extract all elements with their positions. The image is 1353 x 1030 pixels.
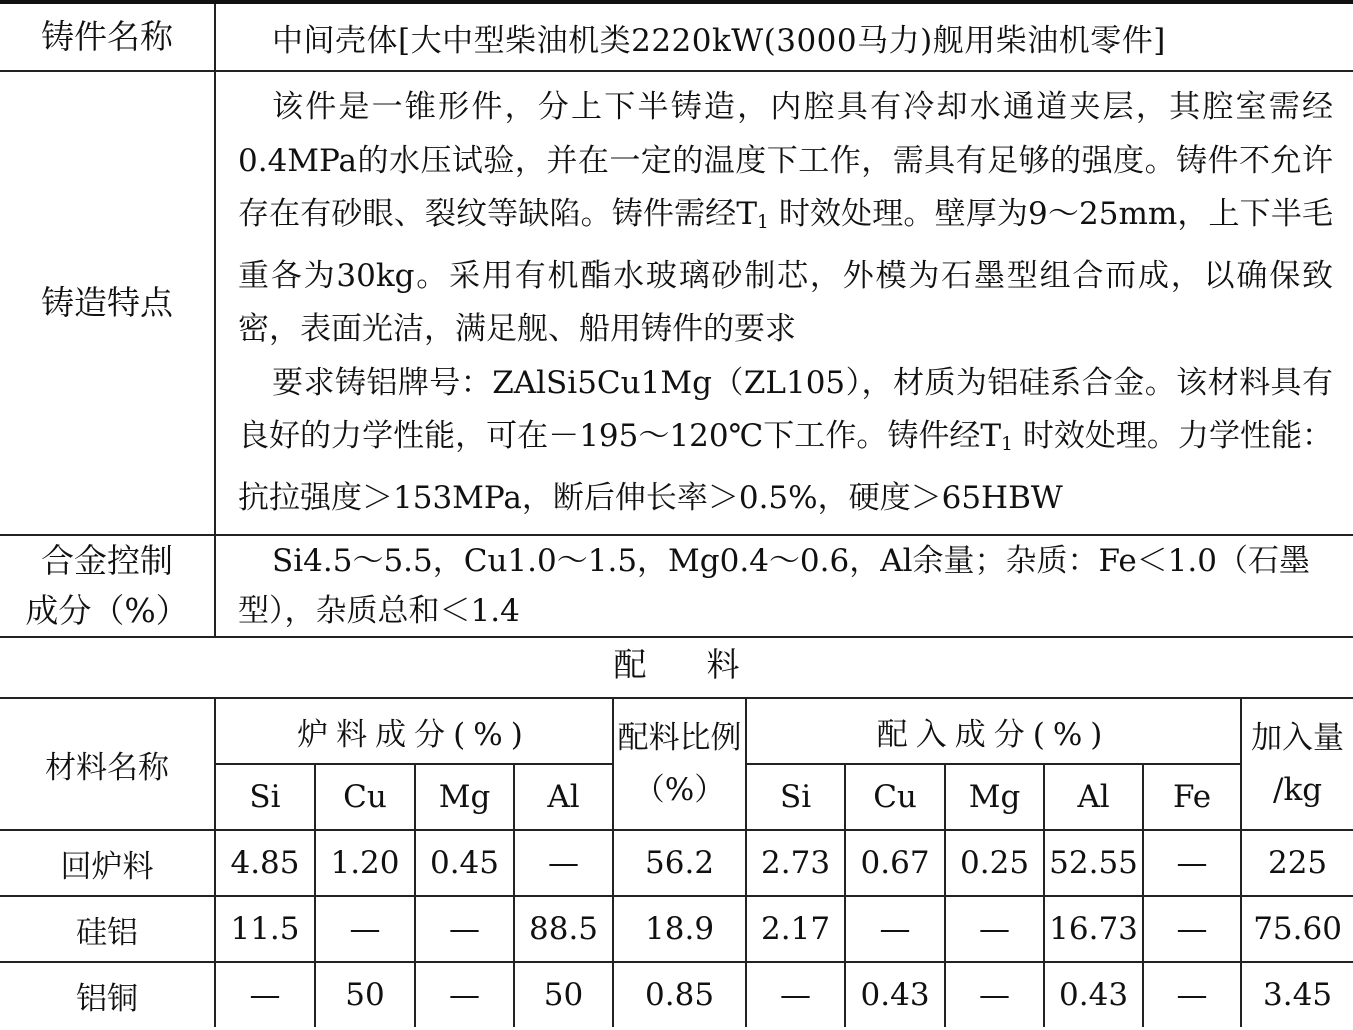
material-name: 回炉料 [0,830,215,896]
added-composition-header: 配入成分(%) [746,698,1241,764]
added-value: — [746,962,845,1027]
table-row [0,962,1353,1027]
charge-col-header: Si [215,764,315,830]
casting-name-value: 中间壳体[大中型柴油机类2220kW(3000马力)舰用柴油机零件] [272,22,1166,59]
amount-value: 75.60 [1241,896,1353,962]
casting-features-row [0,71,1353,535]
alloy-composition-cell [215,535,1353,637]
amount-value: 3.45 [1241,962,1353,1027]
batching-header-row-1 [0,698,1353,764]
table-row [0,896,1353,962]
added-col-header: Si [746,764,845,830]
charge-value: — [215,962,315,1027]
added-value: 0.25 [945,830,1044,896]
added-value: — [1143,896,1241,962]
added-value: — [1143,962,1241,1027]
charge-composition-header: 炉料成分(%) [215,698,613,764]
charge-value: 88.5 [514,896,613,962]
casting-name-row [0,2,1353,71]
charge-value: 50 [514,962,613,1027]
batching-ratio-header: 配料比例 （%） [613,698,746,830]
added-value: — [1143,830,1241,896]
charge-value: — [315,896,415,962]
added-value: 0.43 [1044,962,1143,1027]
added-value: 0.43 [845,962,945,1027]
added-value: — [945,962,1044,1027]
added-value: 2.73 [746,830,845,896]
casting-features-paragraph-2: 要求铸铝牌号：ZAlSi5Cu1Mg（ZL105），材质为铝硅系合金。该材料具有良好的力学性能，可在－195～120℃下工作。铸件经$T_1$ 时效处理。力学性能：抗拉强度＞153MPa，断后伸长率＞0.5%，硬度＞65HBW [238,364,1333,516]
casting-features-label: 铸造特点 [0,71,215,535]
charge-value: — [415,896,514,962]
added-value: — [845,896,945,962]
added-col-header: Mg [945,764,1044,830]
added-value: 52.55 [1044,830,1143,896]
alloy-composition-label: 合金控制 成分（%） [0,535,215,637]
added-amount-header: 加入量 /kg [1241,698,1353,830]
ratio-value: 0.85 [613,962,746,1027]
material-name: 硅铝 [0,896,215,962]
charge-value: 1.20 [315,830,415,896]
charge-value: 4.85 [215,830,315,896]
casting-features-cell [215,71,1353,535]
charge-value: 11.5 [215,896,315,962]
charge-value: 0.45 [415,830,514,896]
charge-value: — [415,962,514,1027]
alloy-composition-row [0,535,1353,637]
ratio-value: 18.9 [613,896,746,962]
charge-value: — [514,830,613,896]
added-value: — [945,896,1044,962]
casting-name-cell [215,2,1353,71]
casting-features-paragraph-1: 该件是一锥形件，分上下半铸造，内腔具有冷却水通道夹层，其腔室需经0.4MPa的水压试验，并在一定的温度下工作，需具有足够的强度。铸件不允许存在有砂眼、裂纹等缺陷。铸件需经$T_1$ 时效处理。壁厚为9～25mm，上下半毛重各为30kg。采用有机酯水玻璃砂制芯，外模为石墨型组合而成，以确保致密，表面光洁，满足舰、船用铸件的要求 [238,89,1333,347]
table-row [0,830,1353,896]
amount-value: 225 [1241,830,1353,896]
charge-col-header: Al [514,764,613,830]
added-value: 0.67 [845,830,945,896]
alloy-composition-value: Si4.5～5.5，Cu1.0～1.5，Mg0.4～0.6，Al余量；杂质：Fe＜1.0（石墨型），杂质总和＜1.4 [238,543,1310,629]
added-value: 16.73 [1044,896,1143,962]
charge-col-header: Cu [315,764,415,830]
added-value: 2.17 [746,896,845,962]
material-name: 铝铜 [0,962,215,1027]
ratio-value: 56.2 [613,830,746,896]
added-col-header: Fe [1143,764,1241,830]
charge-col-header: Mg [415,764,514,830]
added-col-header: Al [1044,764,1143,830]
casting-name-label: 铸件名称 [0,2,215,71]
material-name-header: 材料名称 [0,698,215,830]
added-col-header: Cu [845,764,945,830]
charge-value: 50 [315,962,415,1027]
batching-table [0,697,1353,1027]
batching-section-title: 配料 [613,645,800,684]
